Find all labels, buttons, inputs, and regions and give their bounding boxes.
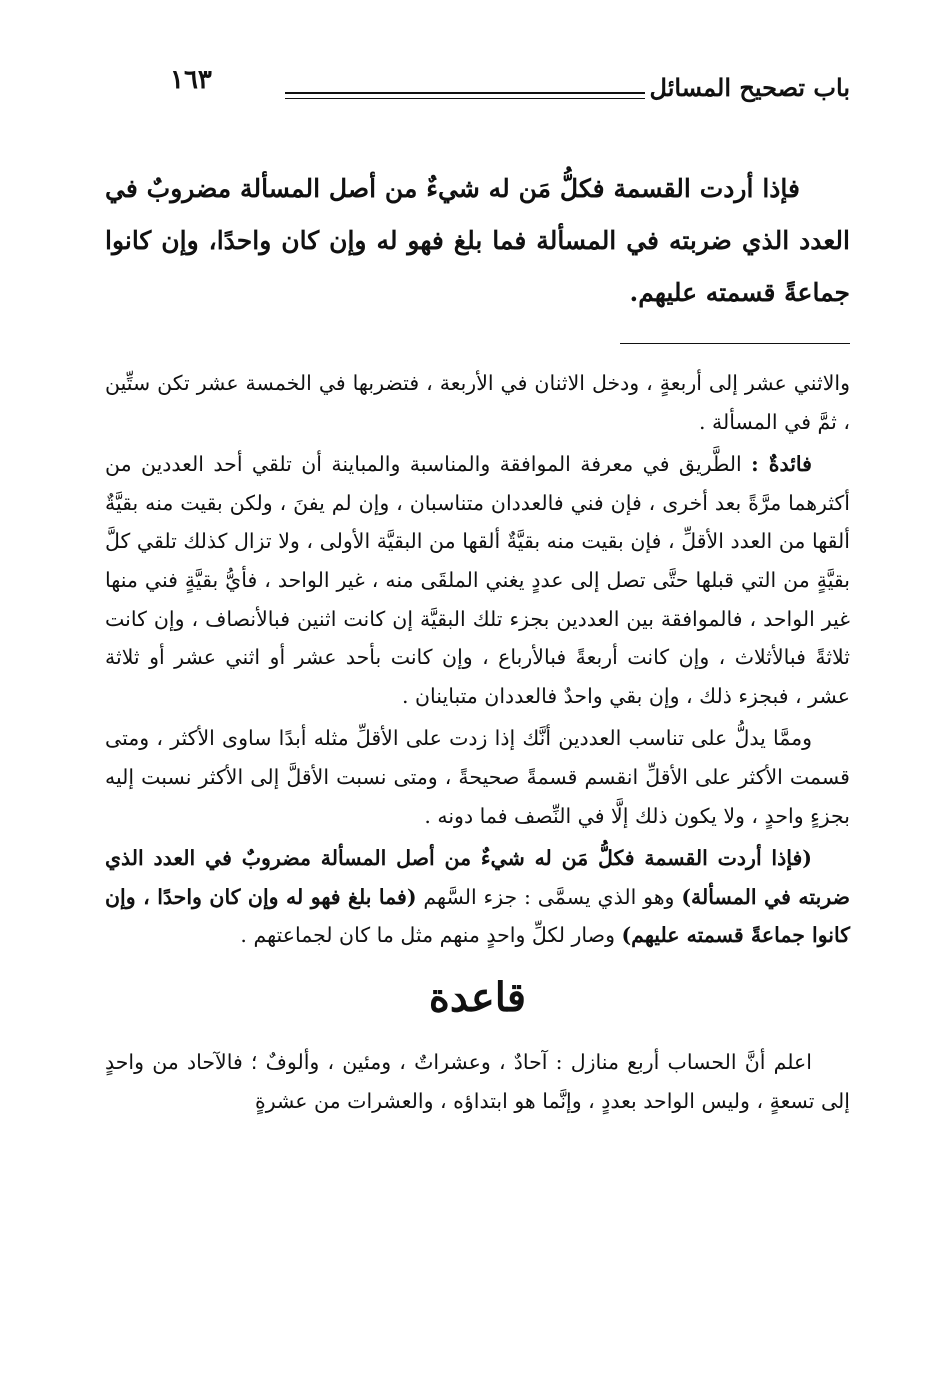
commentary-text-1: وهو الذي يسمَّى : جزء السَّهم: [416, 884, 682, 909]
commentary-paragraph-2: [105, 445, 850, 715]
matn-text: فإذا أردت القسمة فكلُّ مَن له شيءٌ من أصل المسألة مضروبٌ في العدد الذي ضربته في المسألة فما بلغ فهو له وإن كان واحدًا، وإن كانوا جماعةً قسمته عليهم.: [105, 174, 850, 307]
section-heading: قاعدة: [428, 973, 527, 1021]
commentary-text-2: وصار لكلِّ واحدٍ منهم مثل ما كان لجماعتهم .: [240, 923, 622, 948]
commentary-paragraph-1: والاثني عشر إلى أربعةٍ ، ودخل الاثنان في الأربعة ، فتضربها في الخمسة عشر تكن ستِّين ، ثمَّ في المسألة .: [105, 371, 850, 434]
chapter-title: باب تصحيح المسائل: [649, 73, 850, 102]
quoted-matn-2: (فما بلغ فهو له وإن كان واحدًا ، وإن كانوا جماعةً قسمته عليهم): [105, 884, 850, 948]
faida-text: الطَّريق في معرفة الموافقة والمناسبة والمباينة أن تلقي أحد العددين من أكثرهما مرَّةً بعد أخرى ، فإن فني فالعددان متناسبان ، وإن لم يفنَ ، ولكن بقيت منه بقيَّةٌ ألقها من العدد الأقلِّ ، فإن بقيت منه بقيَّةٌ ألقها من البقيَّة الأولى ، ولا تزال كذلك تلقي كلَّ بقيَّةٍ من التي قبلها حتَّى تصل إلى عددٍ يغني الملقَى منه ، غير الواحد ، فأيُّ بقيَّةٍ فني منها غير الواحد ، فالموافقة بين العددين بجزء تلك البقيَّة إن كانت اثنين فبالأنصاف ، وإن كانت ثلاثةً فبالأثلاث ، وإن كانت أربعةً فبالأرباع ، وإن كانت بأحد عشر أو اثني عشر أو ثلاثة عشر ، فبجزء ذلك ، وإن بقي واحدٌ فالعددان متباينان .: [105, 452, 850, 708]
section-paragraph: اعلم أنَّ الحساب أربع منازل : آحادٌ ، وعشراتٌ ، ومئين ، وألوفٌ ؛ فالآحاد من واحدٍ إلى تسعةٍ ، وليس الواحد بعددٍ ، وإنَّما هو ابتداؤه ، والعشرات من عشرةٍ: [105, 1049, 850, 1113]
quoted-matn-1: (فإذا أردت القسمة فكلُّ مَن له شيءٌ من أصل المسألة مضروبٌ في العدد الذي ضربته في المسألة): [105, 846, 850, 909]
commentary: [105, 364, 850, 955]
commentary-paragraph-4: [105, 839, 850, 955]
book-page: [105, 55, 850, 1124]
header-rule: [285, 92, 645, 99]
page-number: ١٦٣: [170, 65, 212, 95]
section-body: [105, 1043, 850, 1120]
page-header: [105, 55, 850, 115]
commentary-paragraph-3: وممَّا يدلُّ على تناسب العددين أنَّك إذا زدت على الأقلِّ مثله أبدًا ساوى الأكثر ، ومتى قسمت الأكثر على الأقلِّ انقسم قسمةً صحيحةً ، ومتى نسبت الأقلَّ إلى الأكثر نسبت إليه بجزءٍ واحدٍ ، ولا يكون ذلك إلَّا في النِّصف فما دونه .: [105, 726, 850, 828]
faida-label: فائدةٌ :: [751, 452, 812, 477]
commentary-divider: [620, 343, 850, 344]
